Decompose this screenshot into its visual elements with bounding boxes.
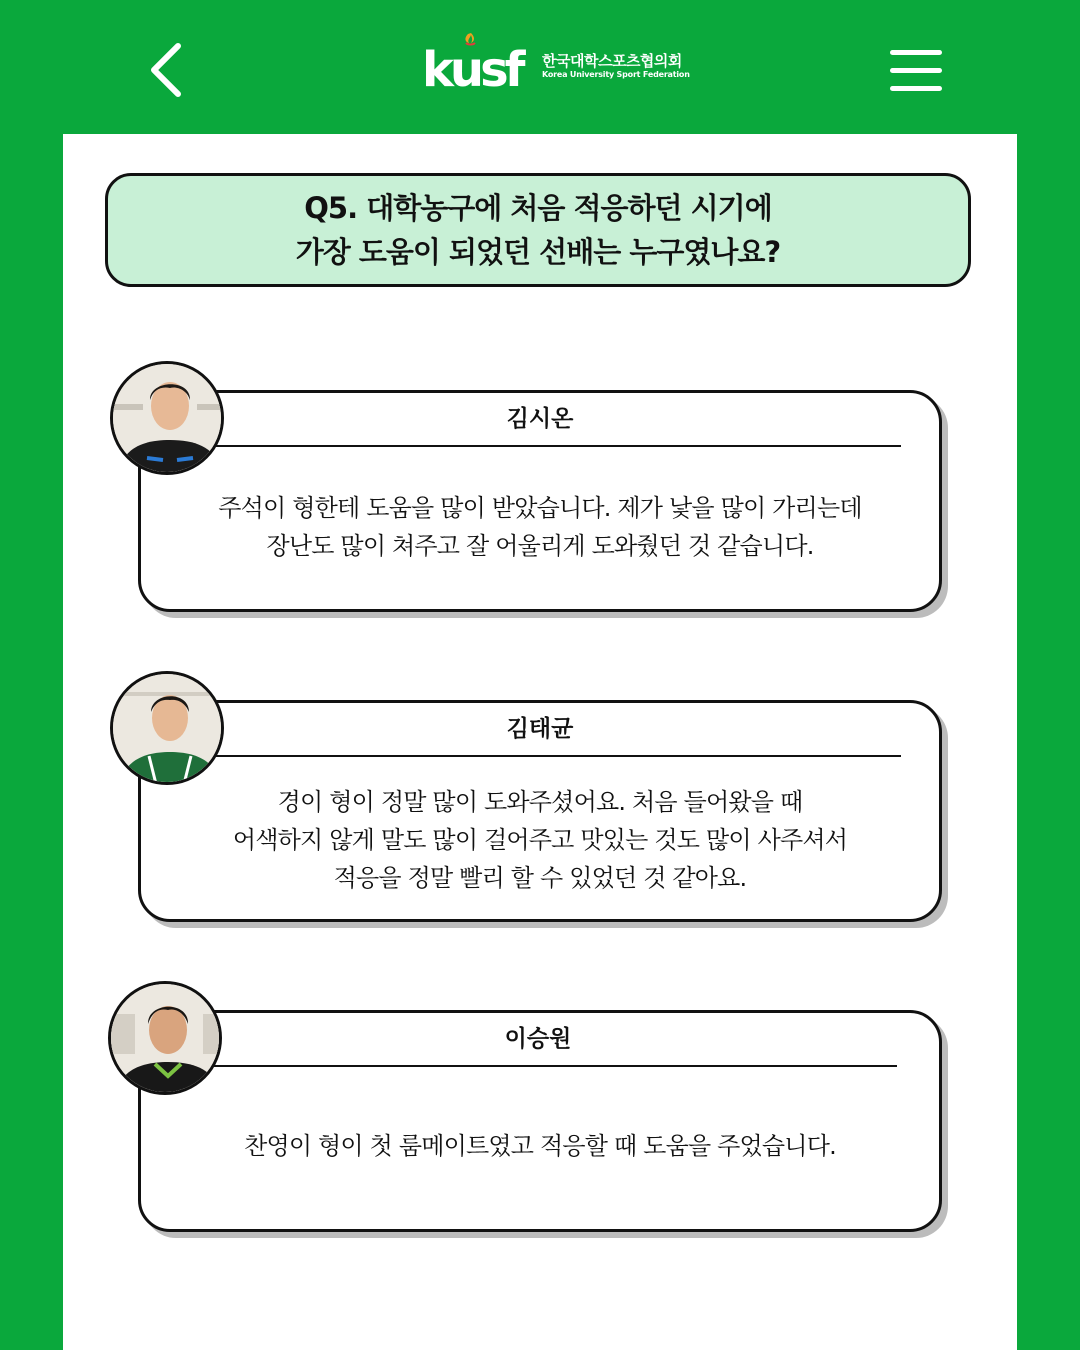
avatar	[110, 671, 224, 785]
logo-korean-name: 한국대학스포츠협의회	[542, 52, 682, 70]
question-line-2: 가장 도움이 되었던 선배는 누구였나요?	[295, 235, 781, 269]
app-header	[0, 0, 1080, 134]
answer-text	[141, 1127, 939, 1165]
answer-line: 주석이 형한테 도움을 많이 받았습니다. 제가 낯을 많이 가리는데	[218, 494, 862, 522]
answer-line: 경이 형이 정말 많이 도와주셨어요. 처음 들어왔을 때	[277, 788, 803, 816]
hamburger-icon	[890, 50, 942, 91]
answer-name: 김시온	[179, 393, 901, 447]
answer-text	[141, 489, 939, 565]
logo-english-name: Korea University Sport Federation	[542, 70, 690, 79]
answer-line: 찬영이 형이 첫 룸메이트였고 적응할 때 도움을 주었습니다.	[244, 1132, 836, 1160]
logo-mark-text: kusf	[422, 42, 522, 98]
menu-button[interactable]	[890, 50, 942, 92]
answer-card	[138, 700, 942, 922]
answer-line: 적응을 정말 빨리 할 수 있었던 것 같아요.	[333, 864, 747, 892]
question-box	[105, 173, 971, 287]
question-line-1: Q5. 대학농구에 처음 적응하던 시기에	[304, 191, 772, 225]
avatar	[110, 361, 224, 475]
avatar	[108, 981, 222, 1095]
answer-name: 김태균	[179, 703, 901, 757]
logo-text	[542, 52, 690, 80]
chevron-left-icon	[140, 38, 200, 102]
kusf-logo[interactable]	[420, 28, 690, 104]
answer-line: 어색하지 않게 말도 많이 걸어주고 맛있는 것도 많이 사주셔서	[232, 826, 848, 854]
answer-line: 장난도 많이 쳐주고 잘 어울리게 도와줬던 것 같습니다.	[266, 532, 814, 560]
answer-card	[138, 390, 942, 612]
kusf-logo-mark	[420, 28, 536, 104]
answer-text	[141, 783, 939, 897]
answer-card	[138, 1010, 942, 1232]
back-button[interactable]	[140, 38, 200, 102]
answer-name: 이승원	[179, 1013, 897, 1067]
